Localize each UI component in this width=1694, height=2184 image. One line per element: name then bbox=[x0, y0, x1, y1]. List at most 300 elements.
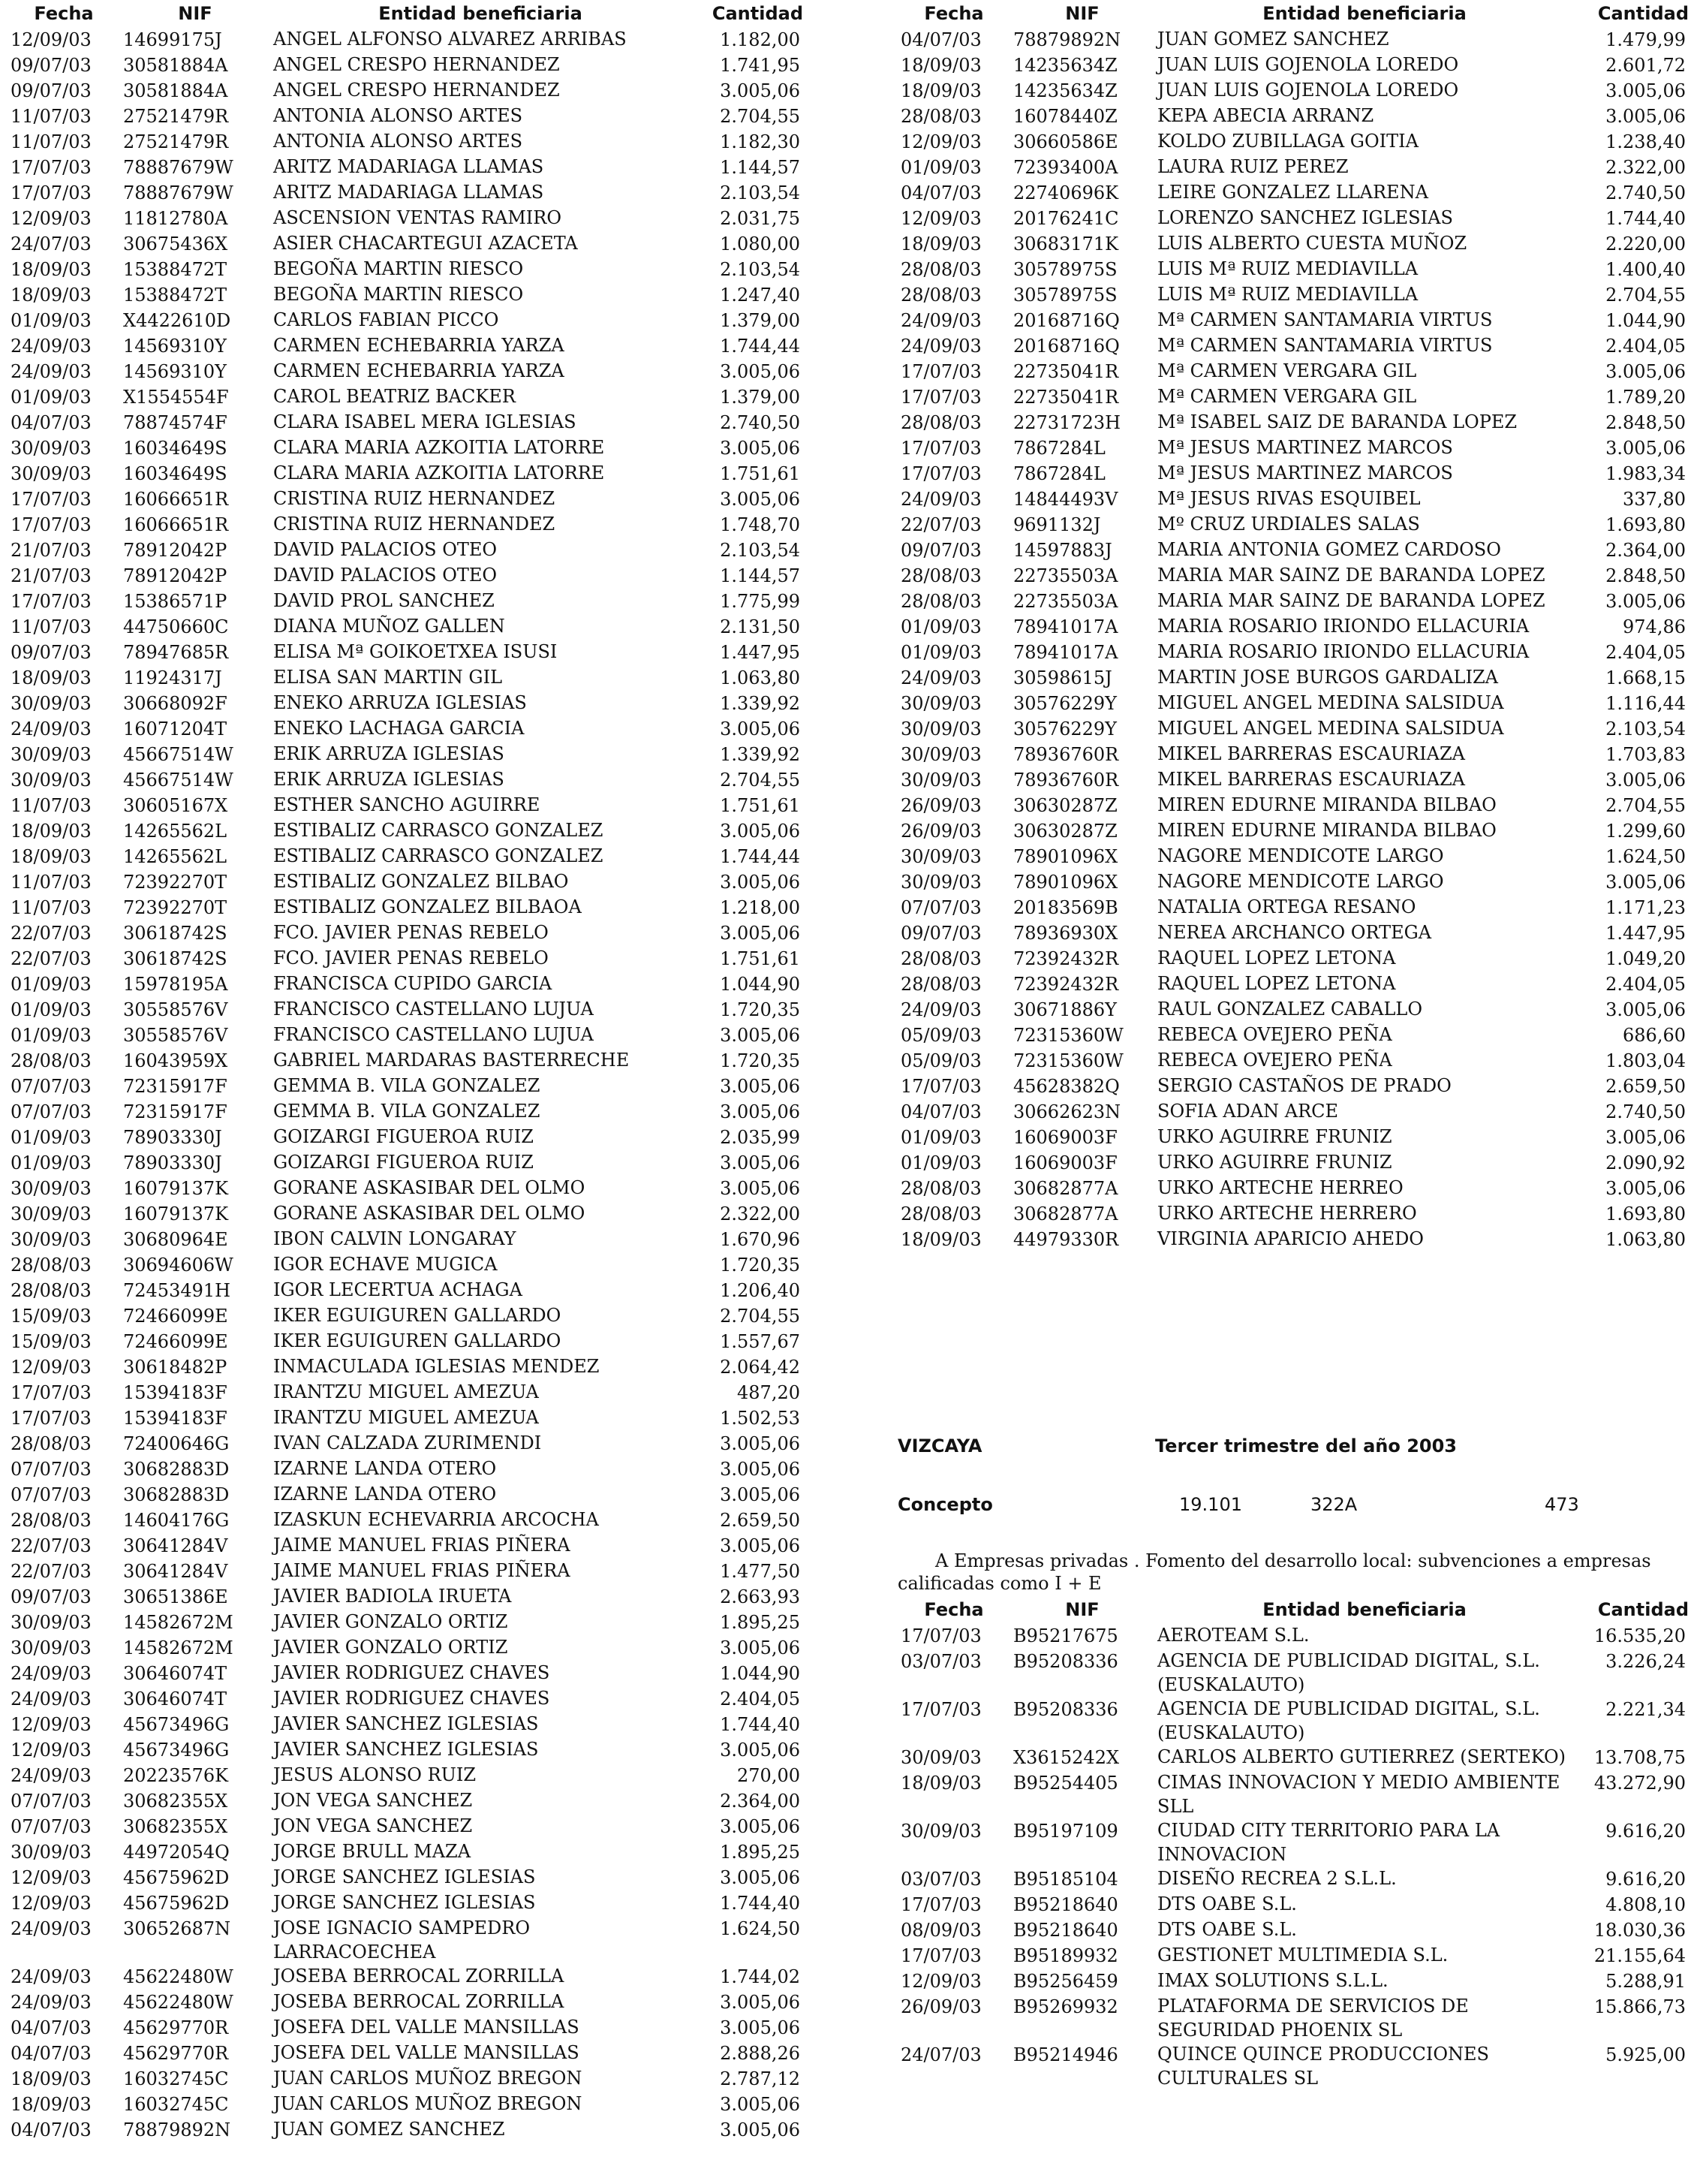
cell-nif: 15388472T bbox=[123, 285, 227, 306]
cell-entidad: DAVID PALACIOS OTEO bbox=[273, 565, 498, 586]
cell-cantidad: 2.848,50 bbox=[1605, 565, 1686, 586]
cell-cantidad: 1.751,61 bbox=[720, 463, 800, 484]
cell-cantidad: 1.557,67 bbox=[720, 1331, 800, 1352]
cell-cantidad: 1.720,35 bbox=[720, 999, 800, 1020]
cell-nif: 78912042P bbox=[123, 540, 227, 561]
cell-entidad: CIMAS INNOVACION Y MEDIO AMBIENTE SLL bbox=[1157, 1772, 1560, 1817]
cell-cantidad: 1.803,04 bbox=[1605, 1050, 1686, 1071]
cell-fecha: 30/09/03 bbox=[11, 693, 92, 714]
cell-fecha: 09/07/03 bbox=[11, 642, 92, 663]
table-row bbox=[8, 538, 803, 563]
cell-nif: 78941017A bbox=[1013, 616, 1118, 637]
cell-entidad: IBON CALVIN LONGARAY bbox=[273, 1228, 516, 1249]
cell-nif: 30682883D bbox=[123, 1459, 230, 1480]
cell-fecha: 26/09/03 bbox=[901, 795, 982, 816]
cell-entidad: SERGIO CASTAÑOS DE PRADO bbox=[1157, 1075, 1452, 1096]
cell-entidad: ANTONIA ALONSO ARTES bbox=[273, 131, 523, 152]
cell-cantidad: 1.144,57 bbox=[720, 565, 800, 586]
table-row bbox=[8, 589, 803, 614]
beneficiaries-table-right bbox=[898, 0, 1689, 1252]
table-row bbox=[8, 920, 803, 946]
cell-nif: 30581884A bbox=[123, 80, 228, 101]
cell-cantidad: 3.005,06 bbox=[1605, 80, 1686, 101]
cell-nif: 45629770R bbox=[123, 2043, 229, 2064]
table-row bbox=[898, 920, 1689, 946]
cell-entidad: ENEKO ARRUZA IGLESIAS bbox=[273, 692, 527, 713]
cell-nif: B95256459 bbox=[1013, 1971, 1118, 1992]
table-row bbox=[8, 461, 803, 487]
cell-nif: 30682877A bbox=[1013, 1203, 1118, 1225]
cell-cantidad: 2.704,55 bbox=[720, 106, 800, 127]
cell-cantidad: 1.447,95 bbox=[1605, 923, 1686, 944]
table-row bbox=[898, 640, 1689, 665]
header-entidad: Entidad beneficiaria bbox=[378, 3, 582, 24]
cell-cantidad: 3.005,06 bbox=[720, 923, 800, 944]
table-row bbox=[898, 129, 1689, 155]
cell-entidad: MIREN EDURNE MIRANDA BILBAO bbox=[1157, 794, 1497, 815]
cell-entidad: KOLDO ZUBILLAGA GOITIA bbox=[1157, 131, 1419, 152]
table-row bbox=[898, 231, 1689, 257]
cell-nif: 30581884A bbox=[123, 55, 228, 76]
cell-entidad: IRANTZU MIGUEL AMEZUA bbox=[273, 1407, 539, 1428]
cell-cantidad: 3.005,06 bbox=[720, 438, 800, 459]
cell-entidad: MARIA MAR SAINZ DE BARANDA LOPEZ bbox=[1157, 590, 1545, 611]
cell-entidad: CARLOS FABIAN PICCO bbox=[273, 309, 499, 330]
table-row bbox=[898, 1227, 1689, 1252]
cell-fecha: 01/09/03 bbox=[11, 1152, 92, 1173]
cell-entidad: JOSEBA BERROCAL ZORRILLA bbox=[273, 1966, 564, 1987]
table-row bbox=[898, 589, 1689, 614]
cell-entidad: REBECA OVEJERO PEÑA bbox=[1157, 1024, 1392, 1045]
cell-cantidad: 487,20 bbox=[737, 1382, 800, 1403]
cell-nif: 20176241C bbox=[1013, 208, 1119, 229]
cell-cantidad: 1.479,99 bbox=[1605, 29, 1686, 50]
cell-cantidad: 1.379,00 bbox=[720, 387, 800, 408]
cell-nif: B95214946 bbox=[1013, 2044, 1118, 2065]
cell-entidad: JAVIER GONZALO ORTIZ bbox=[273, 1611, 508, 1632]
cell-cantidad: 2.404,05 bbox=[1605, 974, 1686, 995]
table-row bbox=[898, 27, 1689, 53]
cell-cantidad: 9.616,20 bbox=[1605, 1869, 1686, 1890]
cell-fecha: 22/07/03 bbox=[11, 1561, 92, 1582]
cell-entidad: JORGE SANCHEZ IGLESIAS bbox=[273, 1866, 536, 1887]
cell-fecha: 30/09/03 bbox=[11, 1229, 92, 1250]
cell-entidad: GEMMA B. VILA GONZALEZ bbox=[273, 1075, 540, 1096]
table-row bbox=[8, 1252, 803, 1278]
cell-nif: 44750660C bbox=[123, 616, 229, 637]
table-row bbox=[8, 1788, 803, 1814]
cell-nif: 16069003F bbox=[1013, 1152, 1118, 1173]
table-row bbox=[8, 384, 803, 410]
header-cantidad: Cantidad bbox=[712, 3, 803, 24]
table-row bbox=[8, 1890, 803, 1916]
cell-cantidad: 2.131,50 bbox=[720, 616, 800, 637]
table-row bbox=[8, 1610, 803, 1635]
cell-entidad: IGOR LECERTUA ACHAGA bbox=[273, 1279, 522, 1300]
cell-nif: 16032745C bbox=[123, 2068, 229, 2089]
cell-fecha: 22/07/03 bbox=[11, 1535, 92, 1556]
cell-entidad: IKER EGUIGUREN GALLARDO bbox=[273, 1330, 561, 1351]
cell-fecha: 12/09/03 bbox=[11, 1740, 92, 1761]
cell-entidad: URKO ARTECHE HERREO bbox=[1157, 1177, 1404, 1198]
table-row bbox=[8, 716, 803, 742]
cell-fecha: 11/07/03 bbox=[11, 616, 92, 637]
cell-entidad: MIGUEL ANGEL MEDINA SALSIDUA bbox=[1157, 718, 1504, 739]
cell-entidad: JAVIER SANCHEZ IGLESIAS bbox=[273, 1713, 539, 1734]
cell-entidad: SOFIA ADAN ARCE bbox=[1157, 1101, 1339, 1122]
cell-nif: 15388472T bbox=[123, 259, 227, 280]
table-row bbox=[898, 1866, 1689, 1892]
concepto-description: A Empresas privadas . Fomento del desarrollo local: subvenciones a empresas calificadas como I + E bbox=[898, 1550, 1651, 1594]
cell-fecha: 15/09/03 bbox=[11, 1306, 92, 1327]
cell-entidad: AEROTEAM S.L. bbox=[1157, 1625, 1310, 1646]
cell-nif: 14569310Y bbox=[123, 361, 227, 382]
cell-nif: 30558576V bbox=[123, 999, 228, 1020]
cell-nif: 16066651R bbox=[123, 489, 229, 510]
cell-entidad: JAIME MANUEL FRIAS PIÑERA bbox=[273, 1535, 570, 1556]
cell-fecha: 09/07/03 bbox=[11, 1586, 92, 1607]
cell-nif: 27521479R bbox=[123, 131, 229, 152]
cell-entidad: GORANE ASKASIBAR DEL OLMO bbox=[273, 1203, 585, 1224]
table-row bbox=[8, 1303, 803, 1329]
table-row bbox=[898, 410, 1689, 435]
table-row bbox=[8, 282, 803, 308]
cell-entidad: JUAN GOMEZ SANCHEZ bbox=[1157, 29, 1389, 50]
table-row bbox=[8, 512, 803, 538]
cell-fecha: 26/09/03 bbox=[901, 821, 982, 842]
cell-fecha: 24/09/03 bbox=[11, 1663, 92, 1684]
cell-nif: 30618742S bbox=[123, 948, 227, 969]
cell-fecha: 28/08/03 bbox=[11, 1510, 92, 1531]
cell-fecha: 30/09/03 bbox=[901, 744, 982, 765]
cell-entidad: ANGEL CRESPO HERNANDEZ bbox=[273, 80, 560, 101]
cell-fecha: 11/07/03 bbox=[11, 897, 92, 918]
cell-entidad: ASCENSION VENTAS RAMIRO bbox=[273, 207, 562, 228]
table-row bbox=[898, 972, 1689, 997]
cell-fecha: 18/09/03 bbox=[11, 821, 92, 842]
cell-entidad: GOIZARGI FIGUEROA RUIZ bbox=[273, 1152, 534, 1173]
cell-cantidad: 2.221,34 bbox=[1605, 1699, 1686, 1720]
cell-entidad: DAVID PALACIOS OTEO bbox=[273, 539, 498, 560]
cell-fecha: 17/07/03 bbox=[901, 1625, 982, 1646]
cell-fecha: 28/08/03 bbox=[901, 1203, 982, 1225]
table-row bbox=[898, 282, 1689, 308]
cell-entidad: URKO ARTECHE HERRERO bbox=[1157, 1203, 1417, 1224]
cell-nif: 30641284V bbox=[123, 1535, 228, 1556]
cell-fecha: 22/07/03 bbox=[11, 948, 92, 969]
cell-nif: 30630287Z bbox=[1013, 821, 1118, 842]
cell-entidad: JAIME MANUEL FRIAS PIÑERA bbox=[273, 1560, 570, 1581]
cell-cantidad: 3.005,06 bbox=[720, 1816, 800, 1837]
cell-cantidad: 1.693,80 bbox=[1605, 1203, 1686, 1225]
cell-fecha: 17/07/03 bbox=[901, 361, 982, 382]
cell-entidad: FCO. JAVIER PENAS REBELO bbox=[273, 922, 549, 943]
cell-nif: 9691132J bbox=[1013, 514, 1101, 535]
cell-nif: 72392432R bbox=[1013, 948, 1119, 969]
table-row bbox=[898, 895, 1689, 920]
cell-entidad: MARIA ROSARIO IRIONDO ELLACURIA bbox=[1157, 641, 1530, 662]
cell-entidad: CARLOS ALBERTO GUTIERREZ (SERTEKO) bbox=[1157, 1746, 1566, 1767]
cell-entidad: GEMMA B. VILA GONZALEZ bbox=[273, 1101, 540, 1122]
cell-entidad: Mº CRUZ URDIALES SALAS bbox=[1157, 514, 1420, 535]
cell-fecha: 28/08/03 bbox=[11, 1255, 92, 1276]
table-row bbox=[898, 512, 1689, 538]
table-row bbox=[898, 767, 1689, 793]
cell-fecha: 07/07/03 bbox=[11, 1816, 92, 1837]
cell-cantidad: 2.704,55 bbox=[720, 1306, 800, 1327]
cell-cantidad: 2.103,54 bbox=[720, 540, 800, 561]
cell-nif: B95218640 bbox=[1013, 1920, 1118, 1941]
table-row bbox=[8, 1457, 803, 1482]
cell-cantidad: 1.624,50 bbox=[1605, 846, 1686, 867]
cell-cantidad: 1.789,20 bbox=[1605, 387, 1686, 408]
cell-fecha: 24/07/03 bbox=[11, 233, 92, 255]
cell-nif: 78879892N bbox=[123, 2119, 231, 2140]
cell-nif: 30598615J bbox=[1013, 667, 1112, 688]
cell-nif: 20223576K bbox=[123, 1765, 229, 1786]
cell-fecha: 17/07/03 bbox=[901, 1699, 982, 1720]
table-row bbox=[8, 1533, 803, 1559]
cell-entidad: RAUL GONZALEZ CABALLO bbox=[1157, 999, 1423, 1020]
cell-entidad: DTS OABE S.L. bbox=[1157, 1893, 1297, 1914]
cell-nif: 15386571P bbox=[123, 591, 227, 612]
cell-fecha: 04/07/03 bbox=[11, 2119, 92, 2140]
table-row bbox=[898, 333, 1689, 359]
cell-nif: 16071204T bbox=[123, 718, 227, 740]
cell-cantidad: 3.005,06 bbox=[1605, 1127, 1686, 1148]
cell-fecha: 28/08/03 bbox=[901, 412, 982, 433]
cell-cantidad: 2.364,00 bbox=[1605, 540, 1686, 561]
cell-cantidad: 2.031,75 bbox=[720, 208, 800, 229]
cell-cantidad: 2.404,05 bbox=[720, 1688, 800, 1710]
table-row bbox=[898, 487, 1689, 512]
table-row bbox=[8, 1865, 803, 1890]
cell-entidad: LORENZO SANCHEZ IGLESIAS bbox=[1157, 207, 1453, 228]
cell-cantidad: 13.708,75 bbox=[1593, 1747, 1686, 1768]
cell-nif: 72393400A bbox=[1013, 157, 1118, 178]
table-row bbox=[8, 308, 803, 333]
cell-nif: 14582672M bbox=[123, 1637, 233, 1658]
cell-entidad: MIKEL BARRERAS ESCAURIAZA bbox=[1157, 743, 1465, 764]
cell-fecha: 18/09/03 bbox=[11, 259, 92, 280]
cell-entidad: JOSE IGNACIO SAMPEDRO LARRACOECHEA bbox=[273, 1917, 531, 1963]
cell-nif: 78874574F bbox=[123, 412, 227, 433]
cell-entidad: GESTIONET MULTIMEDIA S.L. bbox=[1157, 1945, 1449, 1966]
table-row bbox=[898, 1649, 1689, 1697]
table-row bbox=[898, 665, 1689, 691]
cell-cantidad: 1.748,70 bbox=[720, 514, 800, 535]
cell-entidad: QUINCE QUINCE PRODUCCIONES CULTURALES SL bbox=[1157, 2044, 1489, 2089]
cell-entidad: NATALIA ORTEGA RESANO bbox=[1157, 896, 1416, 917]
cell-fecha: 24/09/03 bbox=[901, 489, 982, 510]
cell-fecha: 01/09/03 bbox=[11, 999, 92, 1020]
cell-cantidad: 3.005,06 bbox=[720, 2119, 800, 2140]
cell-cantidad: 3.005,06 bbox=[1605, 999, 1686, 1020]
cell-nif: 78901096X bbox=[1013, 846, 1118, 867]
cell-entidad: IVAN CALZADA ZURIMENDI bbox=[273, 1432, 542, 1453]
cell-fecha: 30/09/03 bbox=[901, 693, 982, 714]
table-row bbox=[8, 257, 803, 282]
cell-cantidad: 2.364,00 bbox=[720, 1791, 800, 1812]
cell-entidad: MARIA ROSARIO IRIONDO ELLACURIA bbox=[1157, 616, 1530, 637]
cell-fecha: 24/09/03 bbox=[901, 667, 982, 688]
cell-cantidad: 3.005,06 bbox=[720, 1535, 800, 1556]
table-row bbox=[8, 844, 803, 869]
cell-nif: 44972054Q bbox=[123, 1842, 230, 1863]
table-row bbox=[8, 1508, 803, 1533]
cell-cantidad: 1.400,40 bbox=[1605, 259, 1686, 280]
cell-nif: 30683171K bbox=[1013, 233, 1119, 255]
cell-entidad: DAVID PROL SANCHEZ bbox=[273, 590, 495, 611]
concepto-code-3: 473 bbox=[1545, 1494, 1579, 1515]
cell-nif: 30576229Y bbox=[1013, 693, 1117, 714]
cell-fecha: 09/07/03 bbox=[901, 923, 982, 944]
header-entidad: Entidad beneficiaria bbox=[1262, 1599, 1467, 1620]
cell-nif: B95185104 bbox=[1013, 1869, 1118, 1890]
cell-cantidad: 3.005,06 bbox=[720, 1637, 800, 1658]
table-row bbox=[8, 1482, 803, 1508]
cell-entidad: INMACULADA IGLESIAS MENDEZ bbox=[273, 1356, 600, 1377]
cell-cantidad: 1.703,83 bbox=[1605, 744, 1686, 765]
table-row bbox=[8, 1048, 803, 1074]
concepto-line bbox=[898, 1494, 1689, 1515]
cell-nif: 14265562L bbox=[123, 846, 227, 867]
cell-entidad: ESTIBALIZ GONZALEZ BILBAOA bbox=[273, 896, 582, 917]
cell-nif: 7867284L bbox=[1013, 438, 1106, 459]
cell-entidad: KEPA ABECIA ARRANZ bbox=[1157, 105, 1374, 126]
table-row bbox=[898, 1745, 1689, 1770]
table-row bbox=[8, 333, 803, 359]
cell-cantidad: 1.171,23 bbox=[1605, 897, 1686, 918]
table-row bbox=[898, 1943, 1689, 1969]
cell-cantidad: 1.720,35 bbox=[720, 1255, 800, 1276]
cell-cantidad: 1.720,35 bbox=[720, 1050, 800, 1071]
table-row bbox=[8, 1227, 803, 1252]
cell-fecha: 07/07/03 bbox=[11, 1459, 92, 1480]
cell-nif: 30682877A bbox=[1013, 1178, 1118, 1199]
cell-cantidad: 3.226,24 bbox=[1605, 1651, 1686, 1672]
table-row bbox=[898, 614, 1689, 640]
cell-cantidad: 16.535,20 bbox=[1593, 1625, 1686, 1646]
table-row bbox=[898, 206, 1689, 231]
cell-fecha: 22/07/03 bbox=[901, 514, 982, 535]
table-row bbox=[898, 308, 1689, 333]
cell-cantidad: 3.005,06 bbox=[720, 80, 800, 101]
cell-nif: 30694606W bbox=[123, 1255, 233, 1276]
cell-nif: 45673496G bbox=[123, 1740, 230, 1761]
table-row bbox=[8, 1737, 803, 1763]
cell-entidad: IZARNE LANDA OTERO bbox=[273, 1484, 497, 1505]
table-row bbox=[8, 972, 803, 997]
cell-nif: 30680964E bbox=[123, 1229, 228, 1250]
cell-cantidad: 1.339,92 bbox=[720, 744, 800, 765]
cell-entidad: JAVIER RODRIGUEZ CHAVES bbox=[273, 1662, 550, 1683]
cell-nif: 44979330R bbox=[1013, 1229, 1119, 1250]
cell-entidad: JAVIER RODRIGUEZ CHAVES bbox=[273, 1688, 550, 1709]
cell-entidad: JUAN CARLOS MUÑOZ BREGON bbox=[273, 2068, 582, 2089]
cell-nif: 30682883D bbox=[123, 1484, 230, 1505]
cell-fecha: 28/08/03 bbox=[11, 1433, 92, 1454]
cell-fecha: 12/09/03 bbox=[11, 1867, 92, 1888]
cell-fecha: 24/09/03 bbox=[11, 336, 92, 357]
cell-entidad: IRANTZU MIGUEL AMEZUA bbox=[273, 1381, 539, 1402]
cell-entidad: IKER EGUIGUREN GALLARDO bbox=[273, 1305, 561, 1326]
table-row bbox=[898, 2042, 1689, 2090]
cell-nif: 45622480W bbox=[123, 1966, 233, 1987]
cell-fecha: 11/07/03 bbox=[11, 106, 92, 127]
cell-entidad: Mª CARMEN VERGARA GIL bbox=[1157, 386, 1417, 407]
cell-entidad: ELISA SAN MARTIN GIL bbox=[273, 667, 503, 688]
table-row bbox=[898, 742, 1689, 767]
cell-fecha: 01/09/03 bbox=[901, 1152, 982, 1173]
cell-entidad: NAGORE MENDICOTE LARGO bbox=[1157, 845, 1444, 866]
cell-nif: 78901096X bbox=[1013, 872, 1118, 893]
cell-entidad: GABRIEL MARDARAS BASTERRECHE bbox=[273, 1050, 630, 1071]
cell-cantidad: 3.005,06 bbox=[720, 2017, 800, 2038]
cell-fecha: 09/07/03 bbox=[901, 540, 982, 561]
cell-fecha: 17/07/03 bbox=[901, 1076, 982, 1097]
cell-nif: 30671886Y bbox=[1013, 999, 1117, 1020]
header-nif: NIF bbox=[1065, 3, 1100, 24]
cell-entidad: ANGEL CRESPO HERNANDEZ bbox=[273, 54, 560, 75]
cell-nif: 30682355X bbox=[123, 1791, 228, 1812]
cell-cantidad: 2.035,99 bbox=[720, 1127, 800, 1148]
table-row bbox=[8, 793, 803, 818]
cell-fecha: 09/07/03 bbox=[11, 80, 92, 101]
cell-entidad: ESTIBALIZ CARRASCO GONZALEZ bbox=[273, 845, 603, 866]
cell-cantidad: 3.005,06 bbox=[720, 2094, 800, 2115]
table-row bbox=[8, 1584, 803, 1610]
cell-nif: 78903330J bbox=[123, 1127, 222, 1148]
table-row bbox=[8, 78, 803, 104]
cell-fecha: 18/09/03 bbox=[901, 1229, 982, 1250]
table-row bbox=[898, 180, 1689, 206]
cell-nif: 30605167X bbox=[123, 795, 228, 816]
cell-fecha: 24/07/03 bbox=[901, 2044, 982, 2065]
table-row bbox=[898, 435, 1689, 461]
cell-nif: 22735041R bbox=[1013, 361, 1119, 382]
cell-fecha: 24/09/03 bbox=[11, 1992, 92, 2013]
table-row bbox=[8, 1990, 803, 2015]
header-nif: NIF bbox=[1065, 1599, 1100, 1620]
cell-fecha: 12/09/03 bbox=[11, 29, 92, 50]
cell-entidad: RAQUEL LOPEZ LETONA bbox=[1157, 947, 1396, 968]
cell-entidad: JOSEFA DEL VALLE MANSILLAS bbox=[273, 2042, 579, 2063]
cell-nif: B95197109 bbox=[1013, 1821, 1118, 1842]
cell-nif: 20168716Q bbox=[1013, 336, 1120, 357]
cell-fecha: 17/07/03 bbox=[901, 1945, 982, 1966]
cell-entidad: ESTIBALIZ CARRASCO GONZALEZ bbox=[273, 820, 603, 841]
cell-nif: 45675962D bbox=[123, 1893, 230, 1914]
cell-cantidad: 2.787,12 bbox=[720, 2068, 800, 2089]
cell-nif: B95208336 bbox=[1013, 1651, 1118, 1672]
cell-fecha: 04/07/03 bbox=[11, 412, 92, 433]
cell-nif: 30578975S bbox=[1013, 259, 1118, 280]
header-entidad: Entidad beneficiaria bbox=[1262, 3, 1467, 24]
cell-cantidad: 2.848,50 bbox=[1605, 412, 1686, 433]
cell-cantidad: 1.895,25 bbox=[720, 1842, 800, 1863]
cell-cantidad: 3.005,06 bbox=[720, 1025, 800, 1046]
cell-nif: 72466099E bbox=[123, 1331, 228, 1352]
cell-cantidad: 1.238,40 bbox=[1605, 131, 1686, 152]
cell-entidad: VIRGINIA APARICIO AHEDO bbox=[1157, 1228, 1424, 1249]
cell-entidad: FRANCISCO CASTELLANO LUJUA bbox=[273, 1024, 594, 1045]
cell-entidad: Mª JESUS RIVAS ESQUIBEL bbox=[1157, 488, 1421, 509]
cell-entidad: MARIA MAR SAINZ DE BARANDA LOPEZ bbox=[1157, 565, 1545, 586]
cell-cantidad: 3.005,06 bbox=[1605, 1178, 1686, 1199]
cell-cantidad: 1.668,15 bbox=[1605, 667, 1686, 688]
cell-nif: 30646074T bbox=[123, 1688, 227, 1710]
